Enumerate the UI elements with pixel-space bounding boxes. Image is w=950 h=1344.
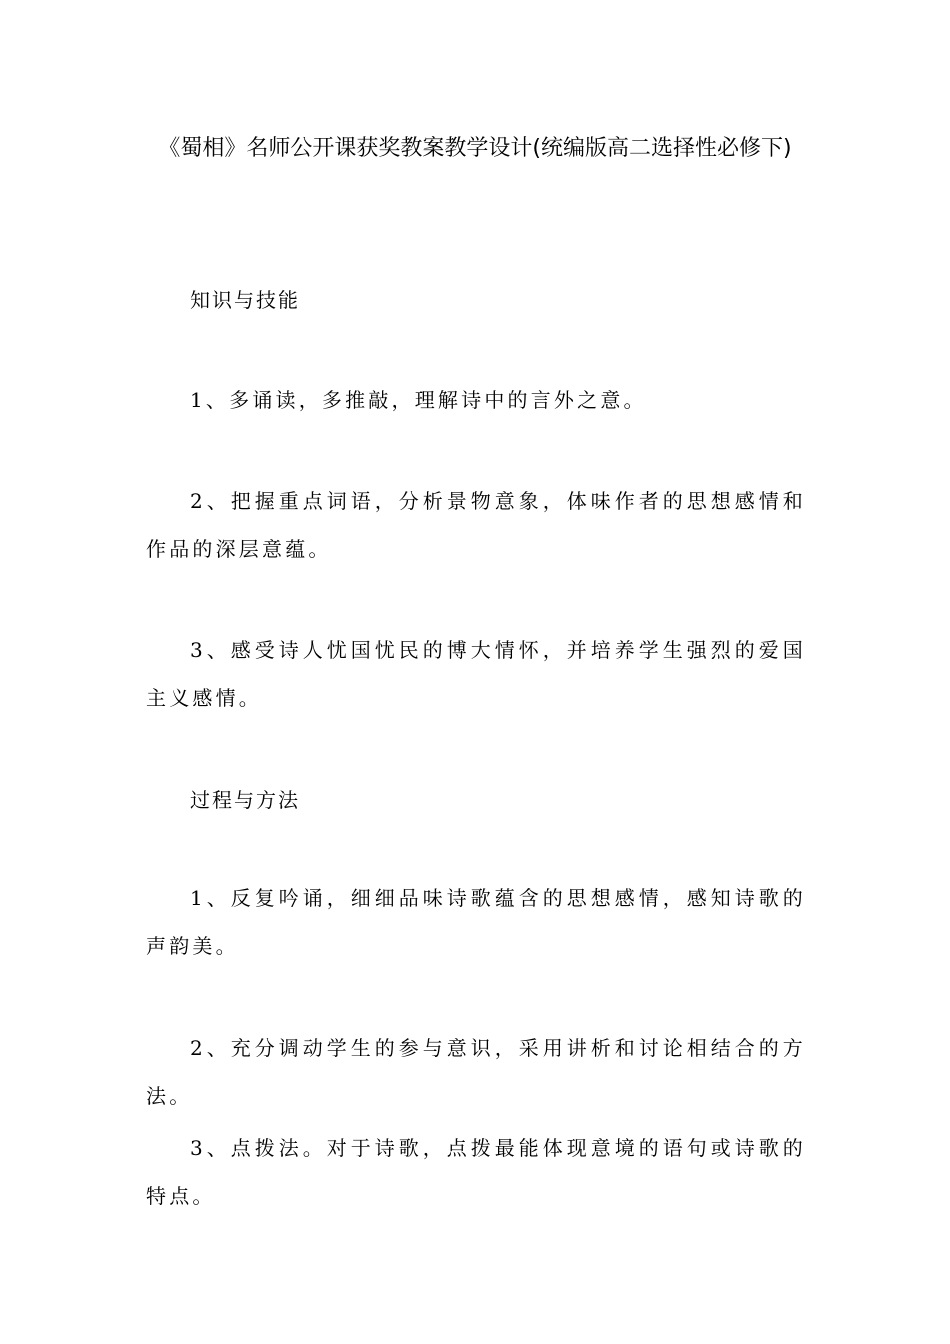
knowledge-item-3: 3、感受诗人忧国忧民的博大情怀，并培养学生强烈的爱国主义感情。: [146, 638, 806, 710]
section-heading-knowledge-skills: 知识与技能: [190, 288, 300, 312]
process-item-1: 1、反复吟诵，细细品味诗歌蕴含的思想感情，感知诗歌的声韵美。: [146, 886, 806, 958]
process-item-3: 3、点拨法。对于诗歌，点拨最能体现意境的语句或诗歌的特点。: [146, 1136, 806, 1208]
knowledge-item-1: 1、多诵读，多推敲，理解诗中的言外之意。: [190, 388, 647, 412]
document-title: 《蜀相》名师公开课获奖教案教学设计(统编版高二选择性必修下): [158, 136, 792, 161]
knowledge-item-2: 2、把握重点词语，分析景物意象，体味作者的思想感情和作品的深层意蕴。: [146, 489, 806, 561]
process-item-2: 2、充分调动学生的参与意识，采用讲析和讨论相结合的方法。: [146, 1036, 806, 1108]
section-heading-process-methods: 过程与方法: [190, 788, 300, 812]
